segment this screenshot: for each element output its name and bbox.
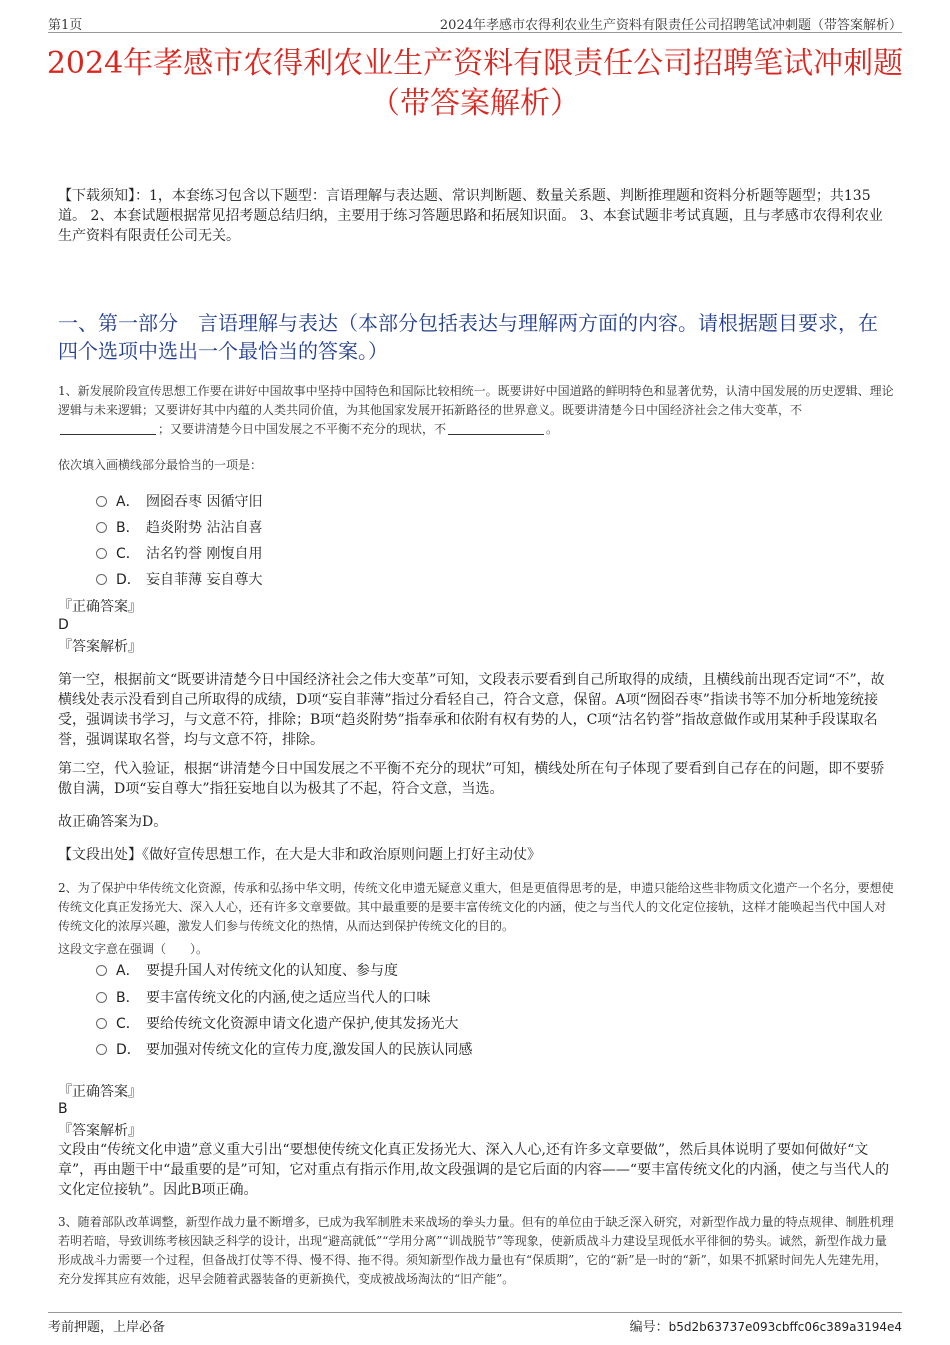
q1-answer: D	[58, 617, 69, 633]
q2-answer-label: 『正确答案』	[58, 1084, 142, 1100]
page-footer	[48, 1312, 902, 1333]
radio-icon[interactable]	[96, 992, 107, 1003]
header-doc-title: 2024年孝感市农得利农业生产资料有限责任公司招聘笔试冲刺题（带答案解析）	[439, 18, 902, 33]
radio-icon[interactable]	[96, 1018, 107, 1029]
question-1-option-c[interactable]: C． 沽名钓誉 刚愎自用	[96, 544, 262, 564]
radio-icon[interactable]	[96, 496, 107, 507]
radio-icon[interactable]	[96, 548, 107, 559]
q2-answer: B	[58, 1101, 68, 1117]
question-1-stem: 1、新发展阶段宣传思想工作要在讲好中国故事中坚持中国特色和国际比较相统一。既要讲好中国道路的鲜明特色和显著优势，认清中国发展的历史逻辑、理论逻辑与未来逻辑；又要讲好其中内蕴的人类共同价值，为其他国家发展开拓新路径的世界意义。既要讲清楚今日中国经济社会之伟大变革，不；又要讲清楚今日中国发展之不平衡不充分的现状，不 。	[58, 384, 894, 436]
question-2-prompt: 这段文字意在强调（ ）。	[58, 942, 209, 956]
question-1-option-a[interactable]: A． 囫囵吞枣 因循守旧	[96, 492, 262, 512]
q2-analysis-label: 『答案解析』	[58, 1123, 142, 1139]
question-1-option-b[interactable]: B． 趋炎附势 沾沾自喜	[96, 518, 262, 538]
page-header	[48, 12, 902, 33]
q1-answer-label: 『正确答案』	[58, 599, 142, 615]
footer-slogan: 考前押题，上岸必备	[48, 1320, 166, 1335]
question-2-option-b[interactable]: B． 要丰富传统文化的内涵,使之适应当代人的口味	[96, 988, 430, 1008]
download-notice: 【下载须知】：1，本套练习包含以下题型：言语理解与表达题、常识判断题、数量关系题、判断推理题和资料分析题等题型；共135道。 2、本套试题根据常见招考题总结归纳，主要用于练习答题思路和拓展知识面。 3、本套试题非考试真题，且与孝感市农得利农业生产资料有限责任公司无关。	[58, 188, 883, 244]
q2-analysis: 文段由“传统文化申遗”意义重大引出“要想使传统文化真正发扬光大、深入人心,还有许多文章要做”，然后具体说明了要如何做好“文章”，再由题干中“最重要的是”可知，它对重点有指示作用,故文段强调的是它后面的内容——“要丰富传统文化的内涵，使之与当代人的文化定位接轨”。因此B项正确。	[58, 1142, 890, 1198]
question-2-option-d[interactable]: D． 要加强对传统文化的宣传力度,激发国人的民族认同感	[96, 1040, 472, 1060]
question-1-prompt: 依次填入画横线部分最恰当的一项是：	[58, 458, 263, 472]
q1-analysis-p3: 故正确答案为D。	[58, 814, 168, 830]
q1-source: 【文段出处】《做好宣传思想工作，在大是大非和政治原则问题上打好主动仗》	[58, 847, 541, 863]
q1-analysis-p2: 第二空，代入验证，根据“讲清楚今日中国发展之不平衡不充分的现状”可知，横线处所在句子体现了要看到自己存在的问题，即不要骄傲自满，D项“妄自尊大”指狂妄地自以为极其了不起，符合文意，当选。	[58, 761, 885, 797]
page-number: 第1页	[48, 18, 83, 33]
question-1-option-d[interactable]: D． 妄自菲薄 妄自尊大	[96, 570, 262, 590]
radio-icon[interactable]	[96, 1044, 107, 1055]
section-title: 一、第一部分 言语理解与表达（本部分包括表达与理解两方面的内容。请根据题目要求，在四个选项中选出一个最恰当的答案。）	[58, 311, 878, 363]
question-2-stem: 2、为了保护中华传统文化资源，传承和弘扬中华文明，传统文化申遗无疑意义重大，但是更值得思考的是，申遗只能给这些非物质文化遗产一个名分，要想使传统文化真正发扬光大、深入人心，还有许多文章要做。其中最重要的是要丰富传统文化的内涵，使之与当代人的文化定位接轨，这样才能唤起当代中国人对传统文化的浓厚兴趣，激发人们参与传统文化的热情，从而达到保护传统文化的目的。	[58, 881, 894, 933]
radio-icon[interactable]	[96, 574, 107, 585]
question-3-stem: 3、随着部队改革调整，新型作战力量不断增多，已成为我军制胜未来战场的拳头力量。但有的单位由于缺乏深入研究，对新型作战力量的特点规律、制胜机理若明若暗，导致训练考核因缺乏科学的设计，出现“避高就低”“学用分离”“训战脱节”等现象，使新质战斗力建设呈现低水平徘徊的势头。诚然，新型作战力量形成战斗力需要一个过程，但备战打仗等不得、慢不得、拖不得。须知新型作战力量也有“保质期”，它的“新”是一时的“新”，如果不抓紧时间先人先建先用，充分发挥其应有效能，迟早会随着武器装备的更新换代，变成被战场淘汰的“旧产能”。	[58, 1215, 894, 1286]
document-code: 编号：b5d2b63737e093cbffc06c389a3194e4	[629, 1320, 902, 1335]
fill-blank-2	[448, 422, 544, 435]
radio-icon[interactable]	[96, 965, 107, 976]
radio-icon[interactable]	[96, 522, 107, 533]
question-2-option-c[interactable]: C． 要给传统文化资源申请文化遗产保护,使其发扬光大	[96, 1014, 458, 1034]
fill-blank-1	[60, 422, 156, 435]
q1-analysis-p1: 第一空，根据前文“既要讲清楚今日中国经济社会之伟大变革”可知，文段表示要看到自己所取得的成绩，且横线前出现否定词“不”，故横线处表示没看到自己所取得的成绩，D项“妄自菲薄”指过分看轻自己，符合文意，保留。A项“囫囵吞枣”指读书等不加分析地笼统接受，强调读书学习，与文意不符，排除；B项“趋炎附势”指奉承和依附有权有势的人，C项“沽名钓誉”指故意做作或用某种手段谋取名誉，强调谋取名誉，均与文意不符，排除。	[58, 672, 885, 748]
question-2-option-a[interactable]: A． 要提升国人对传统文化的认知度、参与度	[96, 961, 398, 981]
q1-analysis-label: 『答案解析』	[58, 639, 142, 655]
document-title: 2024年孝感市农得利农业生产资料有限责任公司招聘笔试冲刺题（带答案解析）	[46, 46, 904, 121]
